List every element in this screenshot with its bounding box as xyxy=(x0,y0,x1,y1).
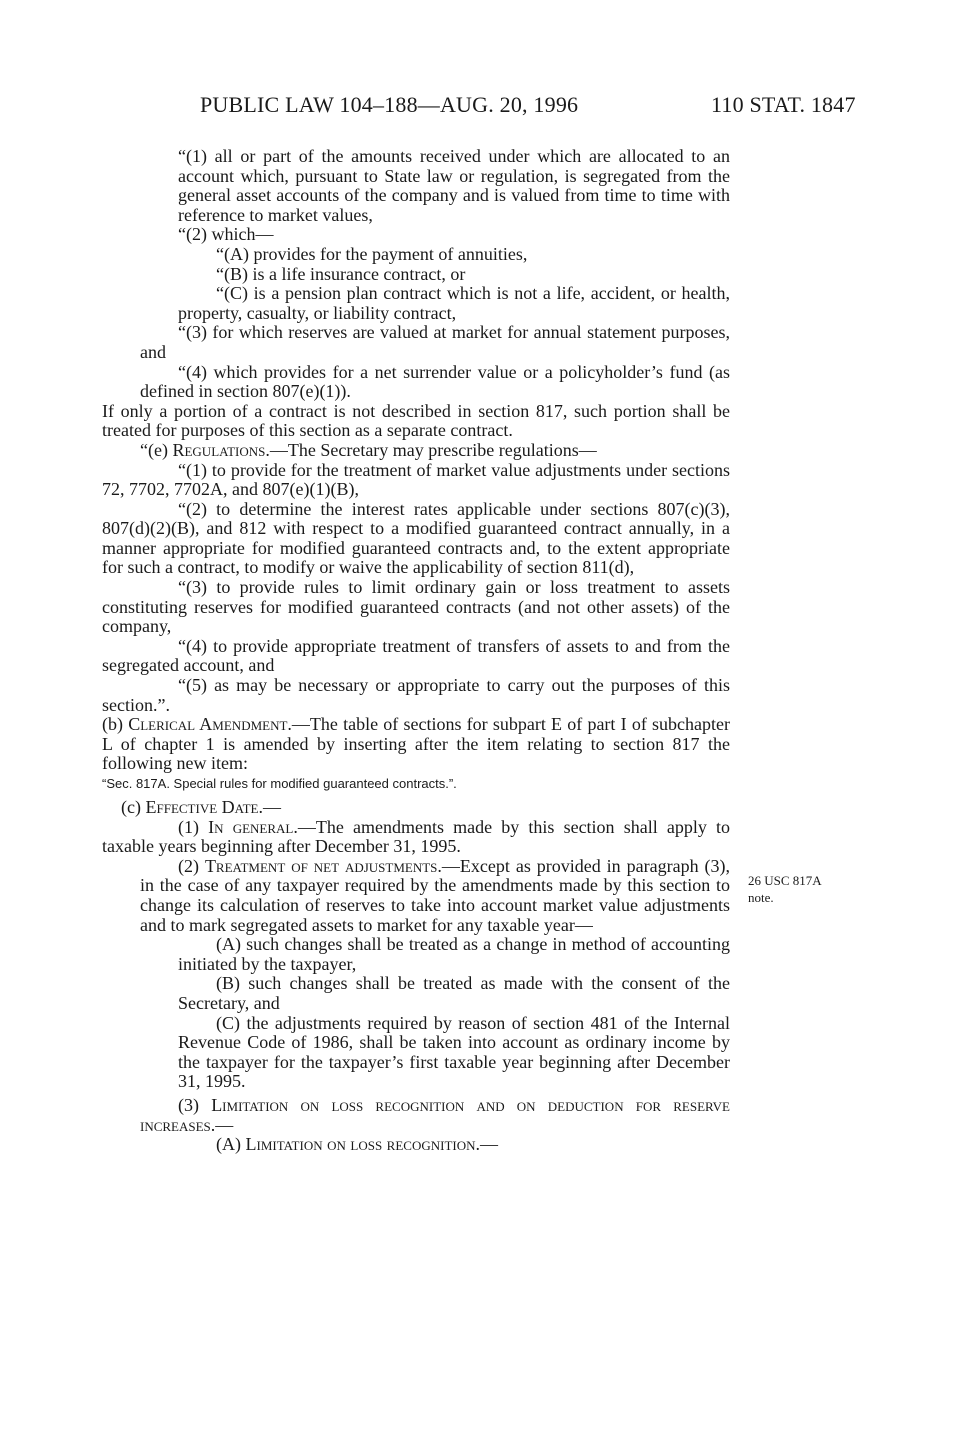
paragraph-18-prefix: (1) xyxy=(178,816,209,837)
paragraph-3: “(A) provides for the payment of annuities, xyxy=(216,243,528,264)
effective-date-heading: Effective Date xyxy=(145,797,259,817)
paragraph-15 xyxy=(102,715,730,774)
paragraph-18 xyxy=(102,818,730,857)
paragraph-6: “(3) for which reserves are valued at market for annual statement purposes, and xyxy=(140,322,730,362)
paragraph-14: “(5) as may be necessary or appropriate to carry out the purposes of this section.”. xyxy=(102,675,730,715)
paragraph-15-text: .—The table of sections for subpart E of part I of subchapter L of chapter 1 is amended by inserting after the item relating to section 817 the following new item: xyxy=(102,714,730,774)
margin-note xyxy=(748,872,858,906)
new-item-entry: “Sec. 817A. Special rules for modified guaranteed contracts.”. xyxy=(102,776,457,791)
paragraph-20: (A) such changes shall be treated as a change in method of accounting initiated by the taxpayer, xyxy=(178,934,730,974)
paragraph-23-prefix: (3) xyxy=(178,1094,212,1115)
paragraph-19-prefix: (2) xyxy=(178,855,205,876)
paragraph-5: “(C) is a pension plan contract which is not a life, accident, or health, property, casualty, or liability contract, xyxy=(178,283,730,323)
document-body xyxy=(102,147,730,1155)
paragraph-9-prefix: “(e) xyxy=(140,439,173,460)
regulations-heading: Regulations xyxy=(172,439,266,460)
paragraph-17 xyxy=(102,798,730,818)
paragraph-18-text: .—The amendments made by this section shall apply to taxable years beginning after December 31, 1995. xyxy=(102,816,731,857)
paragraph-9-text: .—The Secretary may prescribe regulations— xyxy=(265,439,597,460)
loss-recognition-heading: Limitation on loss recognition xyxy=(245,1134,476,1155)
paragraph-22: (C) the adjustments required by reason of section 481 of the Internal Revenue Code of 1986, shall be taken into account as ordinary income by the taxpayer for the taxpayer’s first taxable year beginning after December 31, 1995. xyxy=(178,1012,730,1092)
treatment-heading: Treatment of net adjustments xyxy=(204,855,438,876)
paragraph-13: “(4) to provide appropriate treatment of transfers of assets to and from the segregated account, and xyxy=(102,635,730,676)
clerical-amendment-heading: Clerical Amendment xyxy=(128,714,288,735)
paragraph-23 xyxy=(102,1096,730,1135)
paragraph-15-prefix: (b) xyxy=(102,714,129,735)
margin-note-label: note. xyxy=(748,890,774,905)
header-title: PUBLIC LAW 104–188—AUG. 20, 1996 xyxy=(200,92,579,117)
page-header xyxy=(0,92,963,122)
paragraph-17-prefix: (c) xyxy=(121,797,146,817)
paragraph-17-text: .— xyxy=(258,797,281,817)
paragraph-9 xyxy=(102,441,730,461)
paragraph-24-text: .— xyxy=(475,1134,498,1155)
paragraph-10: “(1) to provide for the treatment of market value adjustments under sections 72, 7702, 7702A, and 807(e)(1)(B), xyxy=(102,459,730,500)
paragraph-4: “(B) is a life insurance contract, or xyxy=(216,263,466,284)
paragraph-1: “(1) all or part of the amounts received under which are allocated to an account which, pursuant to State law or regulation, is segregated from the general asset accounts of the company and is valued from time to time with reference to market values, xyxy=(178,146,730,225)
paragraph-19-text: .—Except as provided in paragraph (3), in the case of any taxpayer required by the amendments made by this section to change its calculation of reserves to take into account market value adjustments and to mark segregated assets to market for any taxable year— xyxy=(140,855,730,935)
paragraph-24 xyxy=(102,1135,730,1155)
in-general-heading: In general xyxy=(208,816,294,837)
paragraph-2: “(2) which— xyxy=(178,224,274,245)
margin-note-citation: 26 USC 817A xyxy=(748,873,822,888)
header-page-number: 110 STAT. 1847 xyxy=(711,92,856,117)
paragraph-11: “(2) to determine the interest rates applicable under sections 807(c)(3), 807(d)(2)(B), and 812 with respect to a modified guaranteed contract annually, in a manner appropriate for modified guaranteed contracts and, to the extent appropriate for such a contract, to modify or waive the applicability of section 811(d), xyxy=(102,498,730,578)
paragraph-8: If only a portion of a contract is not described in section 817, such portion shall be treated for purposes of this section as a separate contract. xyxy=(102,400,730,441)
paragraph-7: “(4) which provides for a net surrender value or a policyholder’s fund (as defined in section 807(e)(1)). xyxy=(140,361,730,402)
limitation-heading: Limitation on loss recognition and on deduction for reserve increases xyxy=(140,1094,730,1135)
paragraph-19 xyxy=(102,857,730,935)
paragraph-21: (B) such changes shall be treated as made with the consent of the Secretary, and xyxy=(178,973,730,1013)
paragraph-12: “(3) to provide rules to limit ordinary gain or loss treatment to assets constituting reserves for modified guaranteed contracts (and not other assets) of the company, xyxy=(102,577,730,637)
paragraph-24-prefix: (A) xyxy=(216,1134,246,1155)
paragraph-23-text: .— xyxy=(210,1114,234,1135)
